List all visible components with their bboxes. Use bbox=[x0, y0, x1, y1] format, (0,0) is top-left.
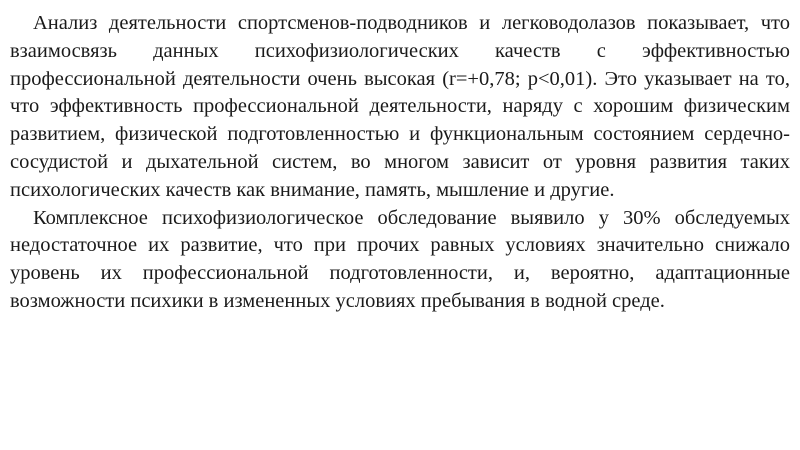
paragraph-examination: Комплексное психофизиологическое обследование выявило у 30% обследуемых недостаточное их развитие, что при прочих равных условиях значительно снижало уровень их профессиональной подготовленности, и, вероятно, адаптационные возможности психики в измененных условиях пребывания в водной среде. bbox=[10, 206, 790, 312]
document-body bbox=[10, 10, 790, 316]
paragraph-analysis: Анализ деятельности спортсменов-подводников и легководолазов показывает, что взаимосвязь данных психофизиологических качеств с эффективностью профессиональной деятельности очень высокая (r=+0,78; p<0,01). Это указывает на то, что эффективность профессиональной деятельности, наряду с хорошим физическим развитием, физической подготовленностью и функциональным состоянием сердечно-сосудистой и дыхательной систем, во многом зависит от уровня развития таких психологических качеств как внимание, память, мышление и другие. bbox=[10, 12, 790, 201]
